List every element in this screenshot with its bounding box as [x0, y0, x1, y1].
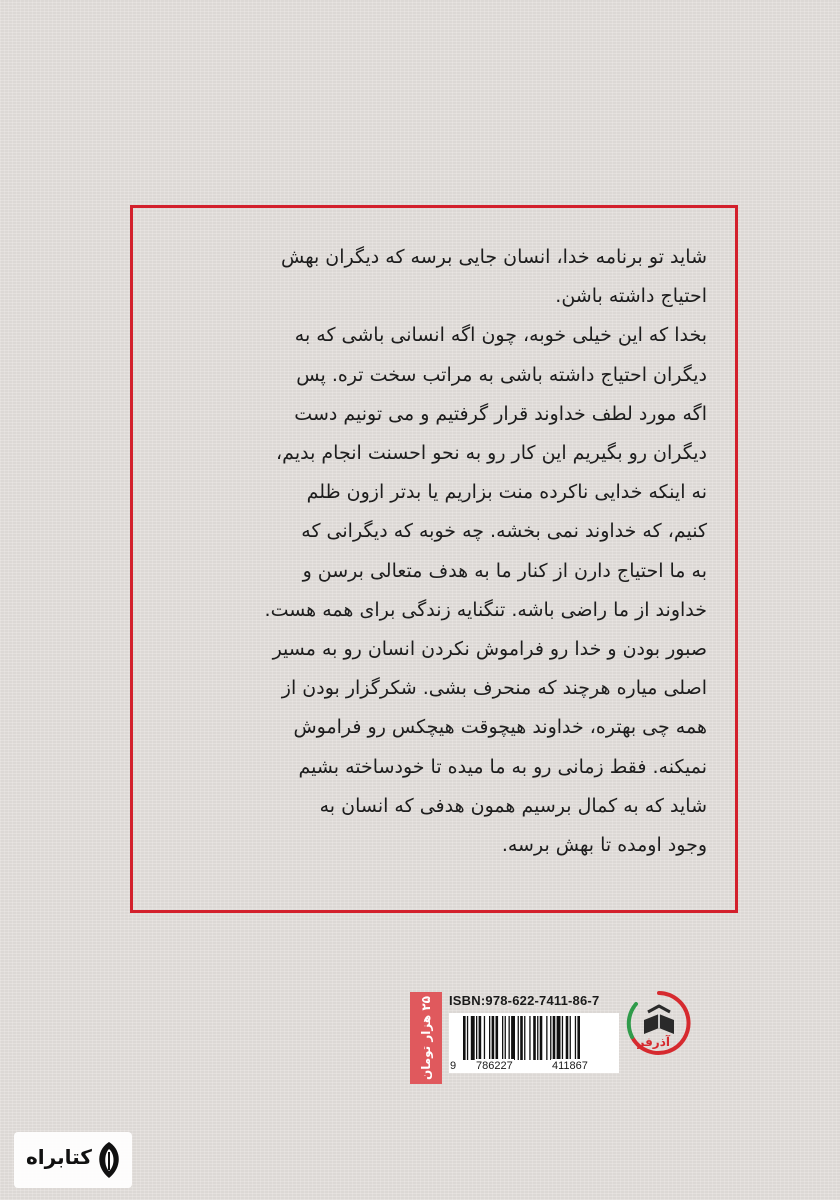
- publisher-logo: [626, 990, 692, 1056]
- barcode-bar: [520, 1016, 523, 1060]
- description-line: شاید که به کمال برسیم همون هدفی که انسان به: [319, 794, 707, 817]
- barcode-bar: [546, 1016, 547, 1060]
- watermark-label: کتابراه: [26, 1145, 92, 1169]
- barcode-bar: [553, 1016, 556, 1060]
- barcode-bar: [496, 1016, 499, 1060]
- description-line: وجود اومده تا بهش برسه.: [501, 834, 707, 857]
- description-line: بخدا که این خیلی خوبه، چون اگه انسانی باشی که به: [294, 324, 707, 347]
- description-frame: [130, 205, 738, 913]
- barcode-bar: [471, 1016, 475, 1060]
- barcode-bar: [509, 1016, 510, 1060]
- barcode-bar: [577, 1016, 580, 1060]
- barcode-digits: [449, 1059, 619, 1073]
- barcode-bar: [511, 1016, 515, 1060]
- description-line: همه چی بهتره، خداوند هیچوقت هیچکس رو فراموش: [293, 716, 707, 739]
- open-book-icon: [626, 990, 692, 1056]
- barcode-bar: [518, 1016, 519, 1060]
- price-label: ۲۵ هزار تومان: [419, 995, 433, 1081]
- barcode-bar: [557, 1016, 561, 1060]
- barcode-bar: [467, 1016, 468, 1060]
- price-tag: [410, 992, 442, 1084]
- description-line: اصلی میاره هرچند که منحرف بشی. شکرگزار بودن از: [281, 677, 707, 700]
- description-line: شاید تو برنامه خدا، انسان جایی برسه که دیگران بهش: [280, 246, 707, 268]
- description-line: دیگران رو بگیریم این کار رو به نحو احسنت انجام بدیم،: [276, 442, 707, 465]
- barcode-digit-first: 9: [450, 1060, 457, 1072]
- description-line: دیگران احتیاج داشته باشی به مراتب سخت تره. پس: [296, 363, 707, 386]
- barcode-bar: [540, 1016, 543, 1060]
- barcode-bar: [570, 1016, 571, 1060]
- description-line: نمیکنه. فقط زمانی رو به ما میده تا خودساخته بشیم: [298, 755, 707, 778]
- barcode-bar: [537, 1016, 538, 1060]
- barcode-bar: [484, 1016, 485, 1060]
- barcode-bar: [529, 1016, 530, 1060]
- barcode-bar: [566, 1016, 569, 1060]
- barcode-bar: [505, 1016, 506, 1060]
- description-line: احتیاج داشته باشن.: [555, 285, 707, 308]
- barcode-digits-middle: 786227: [476, 1060, 513, 1072]
- barcode-bar: [479, 1016, 482, 1060]
- barcode-bar: [489, 1016, 490, 1060]
- barcode-bar: [524, 1016, 525, 1060]
- publisher-name: آذرفر: [637, 1035, 670, 1049]
- barcode-bar: [562, 1016, 563, 1060]
- description-line: خداوند از ما راضی باشه. تنگنایه زندگی برای همه هست.: [264, 598, 707, 621]
- barcode-bar: [502, 1016, 503, 1060]
- description-line: صبور بودن و خدا رو فراموش نکردن انسان رو به مسیر: [272, 638, 707, 661]
- barcode-digits-last: 411867: [552, 1060, 588, 1072]
- description-line: به ما احتیاج دارن از کنار ما به هدف متعالی برسن و: [302, 559, 707, 582]
- description-text: [167, 238, 707, 865]
- description-line: کنیم، که خداوند نمی بخشه. چه خوبه که دیگرانی که: [301, 520, 707, 543]
- description-line: اگه مورد لطف خداوند قرار گرفتیم و می تونیم دست: [294, 402, 707, 425]
- barcode-bar: [492, 1016, 495, 1060]
- barcode-bar: [575, 1016, 576, 1060]
- isbn-label: ISBN:978-622-7411-86-7: [449, 993, 600, 1008]
- ketabrah-leaf-icon: [94, 1140, 124, 1180]
- ketabrah-watermark: [14, 1132, 132, 1188]
- barcode-bar: [533, 1016, 536, 1060]
- description-line: نه اینکه خدایی ناکرده منت بزاریم یا بدتر ازون ظلم: [306, 481, 707, 504]
- barcode-bar: [550, 1016, 551, 1060]
- barcode-bar: [476, 1016, 477, 1060]
- barcode-bar: [463, 1016, 466, 1060]
